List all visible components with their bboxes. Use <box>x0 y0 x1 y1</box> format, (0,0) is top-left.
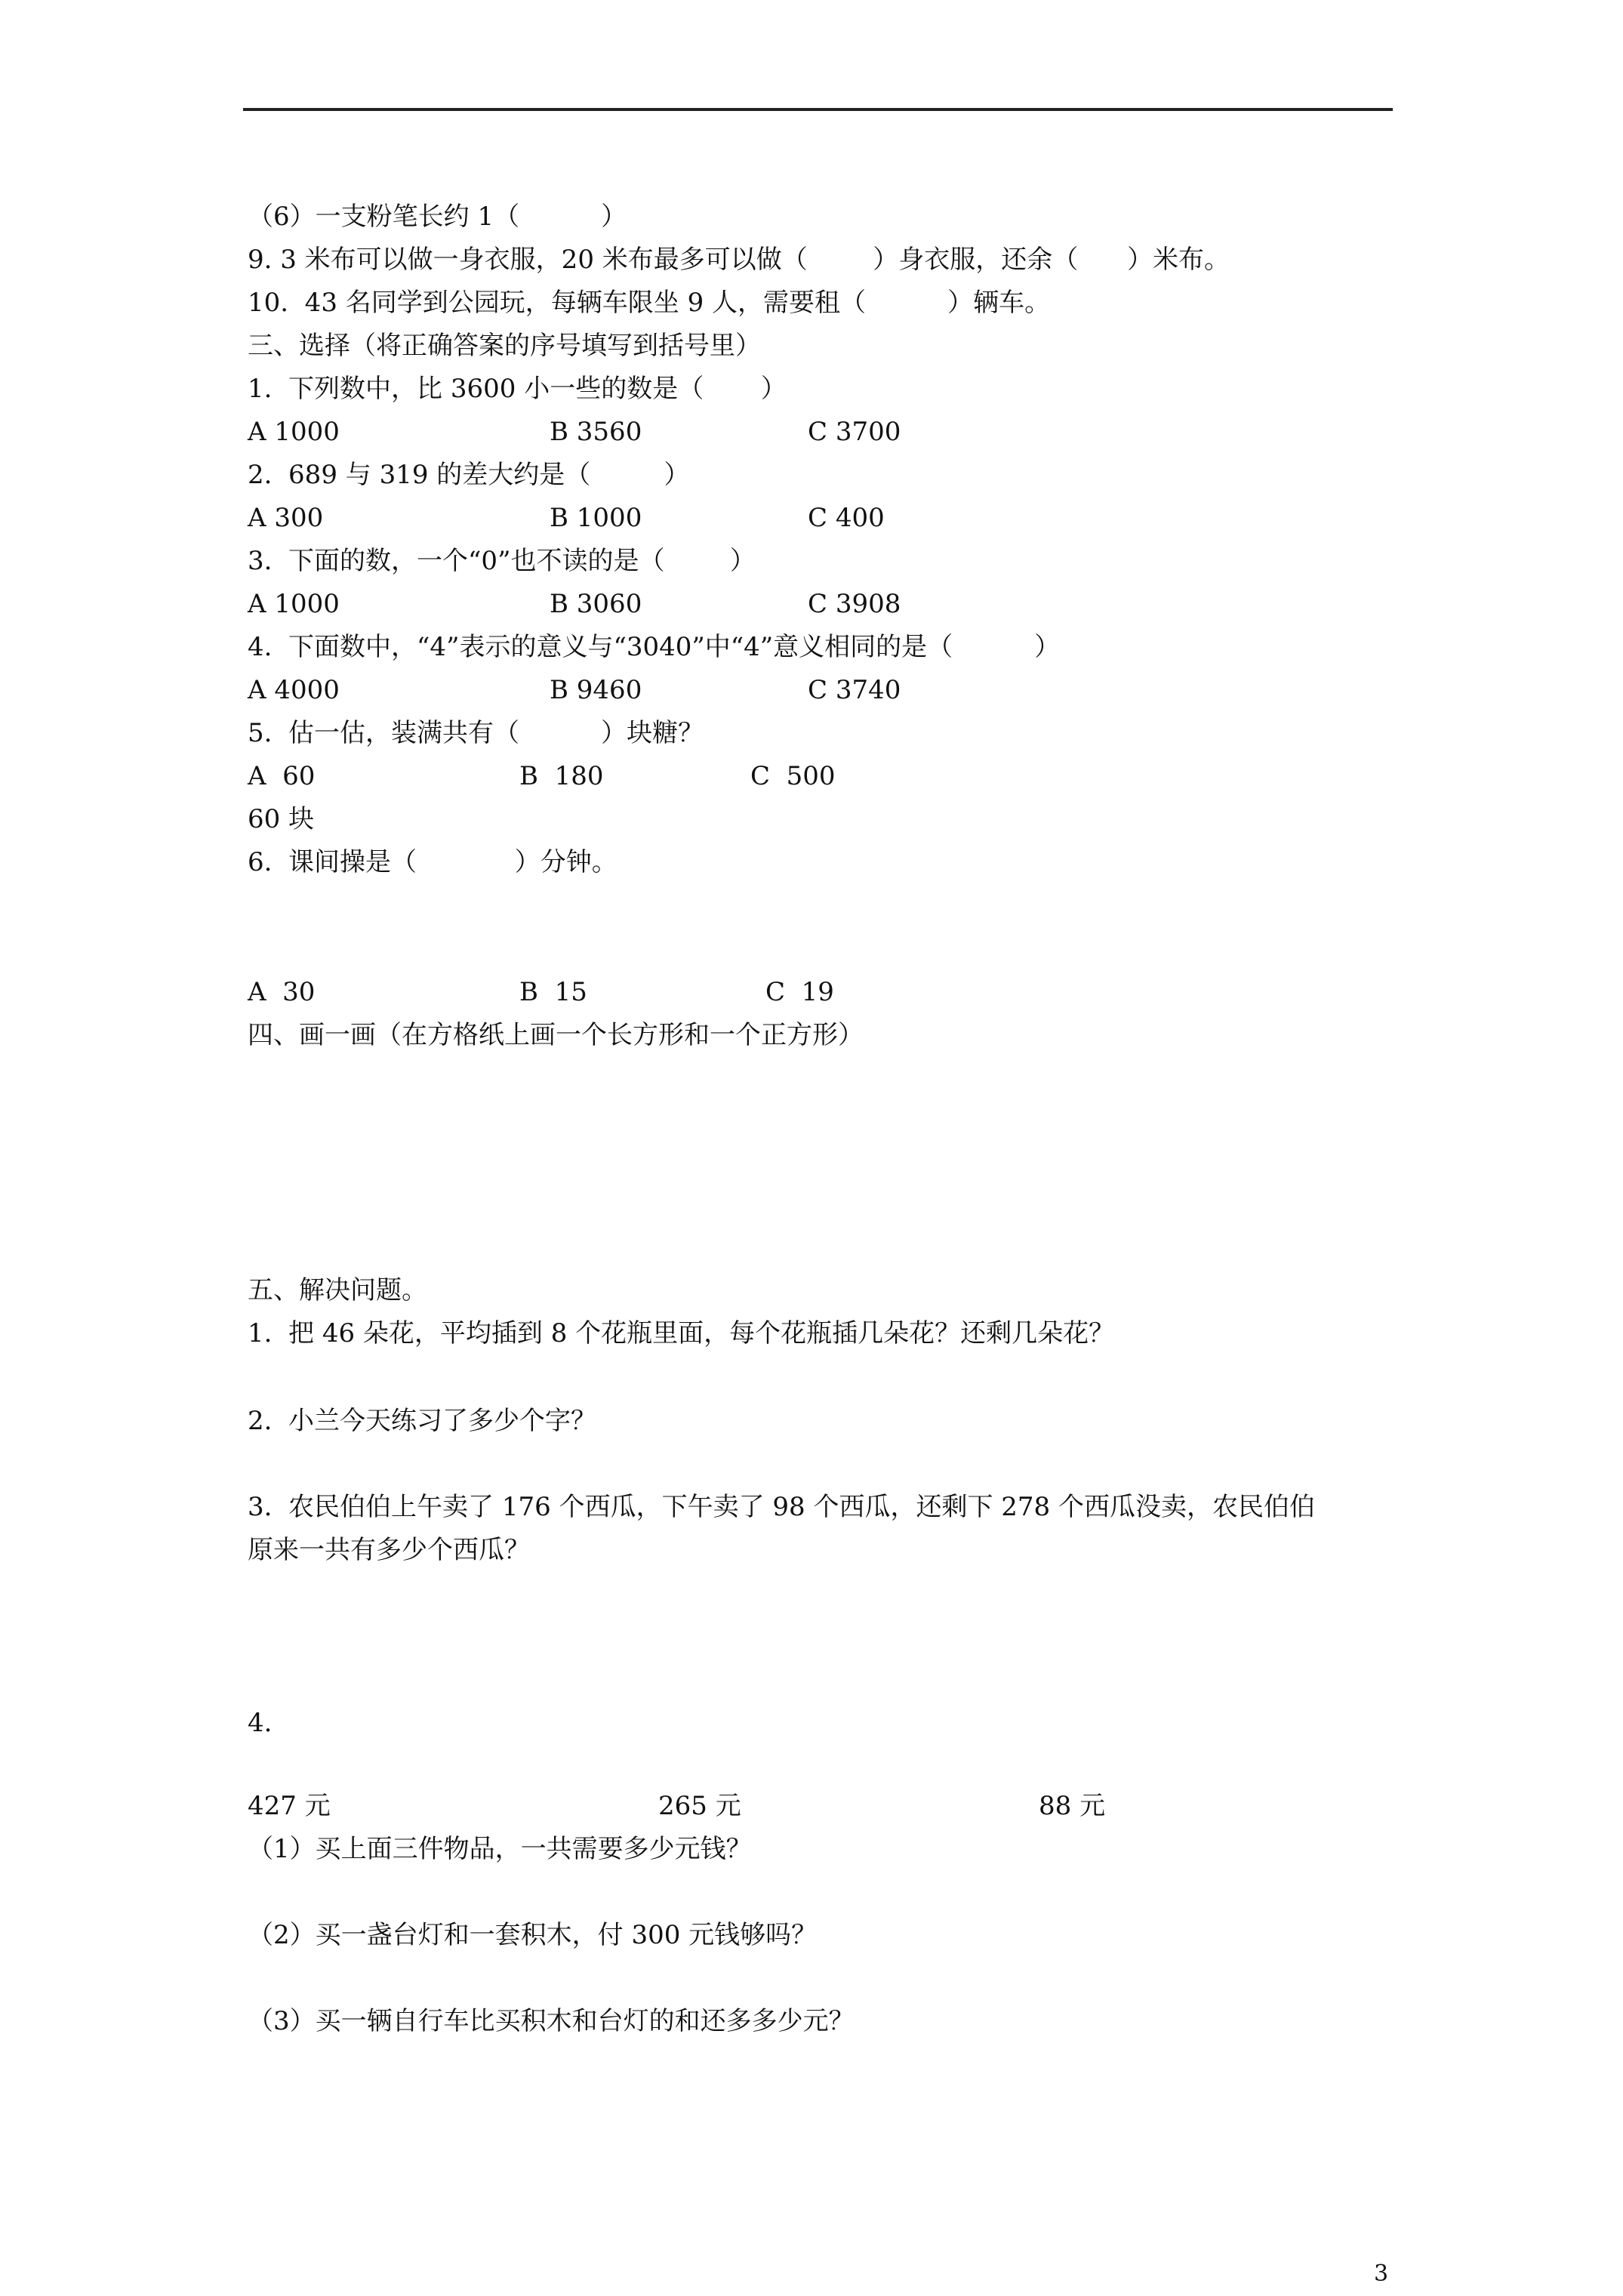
choice-q2-stem: 2. 689 与 319 的差大约是（ ） <box>248 460 690 490</box>
choice-q2-option-a: A 300 <box>248 503 324 533</box>
price-bicycle: 427 元 <box>248 1791 331 1821</box>
problem-4-sub-3: （3）买一辆自行车比买积木和台灯的和还多多少元？ <box>248 2006 855 2036</box>
choice-q2-option-c: C 400 <box>808 503 885 533</box>
choice-q6-option-c: C 19 <box>765 977 834 1007</box>
choice-q3-option-a: A 1000 <box>248 589 340 619</box>
choice-q6-stem: 6. 课间操是（ ）分钟。 <box>248 847 617 877</box>
price-lamp: 88 元 <box>1039 1791 1106 1821</box>
choice-q6-option-a: A 30 <box>248 977 316 1007</box>
choice-q5-stem: 5. 估一估，装满共有（ ）块糖？ <box>248 718 704 748</box>
choice-q5-option-b: B 180 <box>519 761 604 791</box>
problem-2: 2. 小兰今天练习了多少个字？ <box>248 1406 597 1436</box>
choice-q5-note: 60 块 <box>248 804 315 834</box>
choice-q4-option-a: A 4000 <box>248 675 340 705</box>
choice-q5-option-c: C 500 <box>750 761 836 791</box>
problem-3-line-1: 3. 农民伯伯上午卖了 176 个西瓜，下午卖了 98 个西瓜，还剩下 278 个西瓜没卖，农民伯伯 <box>248 1492 1315 1522</box>
choice-q1-option-b: B 3560 <box>550 417 642 447</box>
question-9: 9. 3 米布可以做一身衣服，20 米布最多可以做（ ）身衣服，还余（ ）米布。 <box>248 245 1230 275</box>
section-4-title: 四、画一画（在方格纸上画一个长方形和一个正方形） <box>248 1020 864 1050</box>
problem-4-label: 4. <box>248 1708 273 1738</box>
problem-4-sub-1: （1）买上面三件物品，一共需要多少元钱？ <box>248 1834 752 1864</box>
question-10: 10. 43 名同学到公园玩，每辆车限坐 9 人，需要租（ ）辆车。 <box>248 288 1051 318</box>
choice-q5-option-a: A 60 <box>248 761 316 791</box>
choice-q6-option-b: B 15 <box>519 977 587 1007</box>
choice-q1-option-a: A 1000 <box>248 417 340 447</box>
choice-q3-option-c: C 3908 <box>808 589 901 619</box>
choice-q1-option-c: C 3700 <box>808 417 901 447</box>
choice-q2-option-b: B 1000 <box>550 503 642 533</box>
page-number: 3 <box>1374 2261 1389 2287</box>
section-3-title: 三、选择（将正确答案的序号填写到括号里） <box>248 331 761 361</box>
choice-q4-option-b: B 9460 <box>550 675 642 705</box>
choice-q3-option-b: B 3060 <box>550 589 642 619</box>
choice-q4-option-c: C 3740 <box>808 675 901 705</box>
question-8-6: （6）一支粉笔长约 1（ ） <box>248 202 627 232</box>
problem-1: 1. 把 46 朵花，平均插到 8 个花瓶里面，每个花瓶插几朵花？还剩几朵花？ <box>248 1318 1115 1348</box>
choice-q4-stem: 4. 下面数中，“4”表示的意义与“3040”中“4”意义相同的是（ ） <box>248 632 1061 662</box>
choice-q1-stem: 1. 下列数中，比 3600 小一些的数是（ ） <box>248 374 787 404</box>
problem-3-line-2: 原来一共有多少个西瓜？ <box>248 1535 530 1565</box>
price-blocks: 265 元 <box>658 1791 741 1821</box>
header-rule <box>243 108 1393 111</box>
problem-4-sub-2: （2）买一盏台灯和一套积木，付 300 元钱够吗？ <box>248 1920 818 1950</box>
section-5-title: 五、解决问题。 <box>248 1275 427 1305</box>
choice-q3-stem: 3. 下面的数，一个“0”也不读的是（ ） <box>248 546 756 576</box>
